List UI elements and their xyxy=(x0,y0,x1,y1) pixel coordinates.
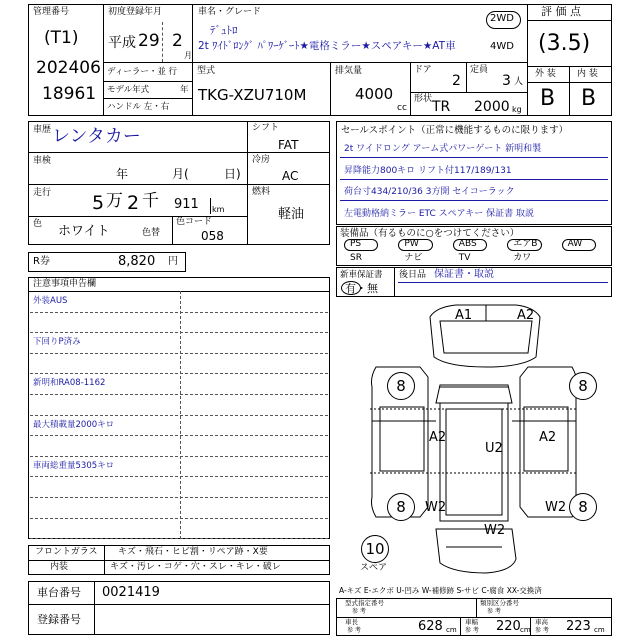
divider xyxy=(103,81,192,82)
color-change-label: 色替 xyxy=(142,228,161,238)
displacement-value: 4000 xyxy=(355,85,394,103)
rating-label: 評 価 点 xyxy=(541,5,581,18)
damage-mark: A2 xyxy=(539,430,557,445)
car-name-label: 車名・グレード xyxy=(198,7,262,17)
docs-rule xyxy=(398,282,608,283)
warranty-label: 新車保証書 xyxy=(340,270,383,280)
notes-rule xyxy=(30,415,328,416)
sales-point-line: 2t ワイドロング アーム式パワーゲート 新明和製 xyxy=(344,144,542,154)
type-number-label: 型式指定番号 xyxy=(345,599,384,607)
header-block xyxy=(28,4,612,116)
drive-2wd: 2WD xyxy=(490,13,514,24)
mgmt-tag: (T1) xyxy=(44,28,79,48)
note-line: 新明和RA08-1162 xyxy=(33,378,106,389)
model-code: TKG-XZU710M xyxy=(198,86,307,104)
capacity-label: 定員 xyxy=(470,65,489,75)
notes-lines xyxy=(28,291,330,539)
divider xyxy=(28,604,330,605)
shift-label: シフト xyxy=(252,123,280,133)
damage-mark: W2 xyxy=(484,523,506,538)
equipment-row xyxy=(338,239,610,251)
mileage-man: 5 xyxy=(92,192,105,214)
handle-label: ハンドル 左・右 xyxy=(107,102,170,112)
divider xyxy=(527,20,612,21)
sales-point-line: 荷台寸434/210/36 3方開 セイコーラック xyxy=(344,187,515,197)
width-ref: 参 考 xyxy=(465,627,479,634)
height-unit: cm xyxy=(594,626,605,634)
damage-mark: U2 xyxy=(485,441,503,456)
divider xyxy=(28,560,330,561)
damage-legend: A-キズ E-エクボ U-凹み W-補修跡 S-サビ C-腐食 XX-交換済 xyxy=(339,586,542,595)
note-line: 車両総重量5305キロ xyxy=(33,460,115,471)
interior-value: キズ・汚レ・コゲ・穴・スレ・キレ・破レ xyxy=(110,562,281,572)
mileage-rest: 911 xyxy=(174,197,199,212)
divider xyxy=(569,66,570,116)
shift-value: FAT xyxy=(278,138,299,152)
drive-4wd: 4WD xyxy=(490,41,514,52)
mileage-label: 走行 xyxy=(33,188,52,198)
car-name: ﾃﾞｭﾄﾛ xyxy=(210,24,238,37)
mgmt-number: 18961 xyxy=(42,84,97,104)
inspection-label: 車検 xyxy=(33,156,52,166)
divider xyxy=(410,62,411,116)
rating-score: (3.5) xyxy=(538,31,591,56)
load-value: 2000 xyxy=(474,99,510,115)
notes-divider xyxy=(180,291,181,539)
chassis-number: 0021419 xyxy=(102,585,160,600)
notes-rule xyxy=(30,518,328,519)
divider xyxy=(28,216,247,217)
notes-rule xyxy=(30,373,328,374)
history-label: 車歴 xyxy=(33,125,52,135)
model-label: 型式 xyxy=(197,66,216,76)
damage-mark: W2 xyxy=(545,500,567,515)
spare-label: スペア xyxy=(360,563,388,573)
exterior-grade: B xyxy=(540,86,556,111)
color-code: 058 xyxy=(201,229,224,243)
mileage-sen-unit: 千 xyxy=(142,191,159,211)
fuel-value: 軽油 xyxy=(278,207,305,222)
tire-mark: 8 xyxy=(396,377,406,395)
color-value: ホワイト xyxy=(58,224,110,239)
tire-rear-left xyxy=(387,493,415,521)
recycle-unit: 円 xyxy=(168,256,178,267)
divider xyxy=(94,581,95,635)
divider xyxy=(410,92,527,93)
divider xyxy=(466,62,467,92)
divider xyxy=(192,4,193,62)
displacement-label: 排気量 xyxy=(335,66,363,76)
capacity-unit: 人 xyxy=(514,77,524,87)
recycle-value: 8,820 xyxy=(118,254,156,269)
doors-value: 2 xyxy=(452,73,461,89)
dealer-import-label: ディーラー・並 行 xyxy=(107,67,178,77)
docs-value: 保証書・取説 xyxy=(434,269,494,280)
height-ref: 参 考 xyxy=(535,627,549,634)
fuel-label: 燃料 xyxy=(252,187,271,197)
note-line: 最大積載量2000キロ xyxy=(33,419,115,430)
recycle-block xyxy=(28,252,186,272)
divider xyxy=(247,121,248,245)
divider xyxy=(460,617,461,636)
class-ref-label: 参 考 xyxy=(487,608,501,615)
color-code-label: 色コード xyxy=(176,217,213,227)
tire-mark: 8 xyxy=(578,498,588,516)
windshield-value: キズ・飛石・ヒビ割・リペア跡・X要 xyxy=(118,547,268,557)
shape-label: 形状 xyxy=(414,94,433,104)
mileage-man-unit: 万 xyxy=(106,191,123,211)
windshield-label: フロントガラス xyxy=(35,547,98,557)
equipment-item: SR xyxy=(350,253,362,263)
sales-point-line: 昇降能力800キロ リフト付117/189/131 xyxy=(344,166,512,176)
notes-rule xyxy=(30,497,328,498)
note-line: 外装AUS xyxy=(33,296,68,306)
divider xyxy=(172,216,173,245)
width-value: 220 xyxy=(496,619,521,634)
notes-label: 注意事項申告欄 xyxy=(33,279,97,289)
length-ref: 参 考 xyxy=(347,627,361,634)
damage-mark: A1 xyxy=(455,308,473,323)
divider xyxy=(103,4,104,116)
divider xyxy=(210,198,211,214)
width-label: 車幅 xyxy=(465,618,478,626)
equipment-item: TV xyxy=(458,253,471,263)
car-grade: 2t ﾜｲﾄﾞﾛﾝｸﾞ ﾊﾟﾜｰｹﾞｰﾄ★電格ミラー★スペアキー★AT車 xyxy=(198,40,456,52)
mgmt-number: 202406 xyxy=(36,58,101,78)
sales-point-line: 左電動格納ミラー ETC スペアキー 保証書 取説 xyxy=(344,209,535,219)
equipment-item: ナビ xyxy=(404,253,423,263)
equipment-row xyxy=(338,253,610,265)
notes-rule xyxy=(30,332,328,333)
displacement-unit: cc xyxy=(397,103,407,113)
class-number-label: 類別区分番号 xyxy=(480,599,519,607)
model-year-label: モデル年式 xyxy=(107,85,150,95)
tire-front-left xyxy=(387,372,415,400)
divider xyxy=(162,22,163,62)
height-label: 車高 xyxy=(535,618,548,626)
length-unit: cm xyxy=(446,626,457,634)
tire-front-right xyxy=(569,372,597,400)
divider xyxy=(103,98,192,99)
damage-mark: A2 xyxy=(429,430,447,445)
recycle-label: R券 xyxy=(33,256,50,267)
equipment-item: PW xyxy=(404,239,419,249)
aircon-label: 冷房 xyxy=(252,155,271,165)
length-value: 628 xyxy=(418,619,443,634)
notes-rule xyxy=(30,353,328,354)
notes-rule xyxy=(30,394,328,395)
interior-label: 内 装 xyxy=(577,69,598,79)
height-value: 223 xyxy=(566,619,591,634)
notes-rule xyxy=(30,456,328,457)
tire-mark: 8 xyxy=(396,498,406,516)
equipment-item: カワ xyxy=(513,253,532,263)
capacity-value: 3 xyxy=(502,73,511,89)
interior-grade: B xyxy=(581,86,597,111)
inspection-month-unit: 月( xyxy=(172,167,189,181)
divider xyxy=(28,152,330,153)
divider xyxy=(28,184,330,185)
color-label: 色 xyxy=(33,219,43,229)
damage-mark: A2 xyxy=(517,308,535,323)
divider xyxy=(476,598,477,617)
sales-points-label: セールスポイント（正常に機能するものに限ります） xyxy=(341,125,569,136)
mileage-sen: 2 xyxy=(127,192,140,214)
notes-rule xyxy=(30,435,328,436)
inspection-day-unit: 日) xyxy=(224,167,241,181)
docs-label: 後日品 xyxy=(399,270,427,280)
notes-rule xyxy=(30,476,328,477)
registration-month-unit: 月 xyxy=(184,51,192,60)
divider xyxy=(104,545,105,575)
load-unit: kg xyxy=(512,105,522,114)
doors-label: ドア xyxy=(414,65,432,75)
notes-rule xyxy=(30,312,328,313)
equipment-item: ABS xyxy=(458,239,477,249)
chassis-label: 車台番号 xyxy=(37,586,81,599)
registration-year: 29 xyxy=(138,31,160,51)
interior-label: 内装 xyxy=(50,562,69,572)
divider xyxy=(103,62,527,63)
tire-mark: 8 xyxy=(578,377,588,395)
warranty-value: 有・無 xyxy=(345,282,378,295)
inspection-year-unit: 年 xyxy=(116,167,129,181)
note-line: 下回りP済み xyxy=(33,337,81,348)
equipment-item: AW xyxy=(567,239,583,249)
sales-line-rule xyxy=(340,200,608,201)
type-ref-label: 参 考 xyxy=(352,608,366,615)
sales-line-rule xyxy=(340,179,608,180)
width-unit: cm xyxy=(520,626,531,634)
registration-month: 2 xyxy=(172,31,183,51)
history-value: レンタカー xyxy=(52,126,141,147)
aircon-value: AC xyxy=(282,169,299,183)
tire-rear-right xyxy=(569,493,597,521)
equipment-label: 装備品（有るものに○をつけてください） xyxy=(340,228,520,239)
registration-number-label: 登録番号 xyxy=(37,613,81,626)
exterior-label: 外 装 xyxy=(535,69,556,79)
spare-mark: 10 xyxy=(365,540,385,558)
registration-era: 平成 xyxy=(108,35,136,51)
shape-value: TR xyxy=(432,99,451,115)
mileage-unit: km xyxy=(212,205,225,214)
divider xyxy=(330,62,331,116)
notes-rule xyxy=(30,538,328,539)
damage-mark: W2 xyxy=(425,500,447,515)
registration-label: 初度登録年月 xyxy=(108,7,163,17)
divider xyxy=(394,267,395,297)
sales-line-rule xyxy=(340,157,608,158)
spare-tire xyxy=(361,535,389,563)
equipment-item: PS xyxy=(350,239,362,249)
mgmt-label: 管理番号 xyxy=(33,7,70,17)
divider xyxy=(192,62,193,116)
model-year-unit: 年 xyxy=(180,85,189,95)
length-label: 車長 xyxy=(345,618,358,626)
equipment-item: エアB xyxy=(513,239,538,249)
